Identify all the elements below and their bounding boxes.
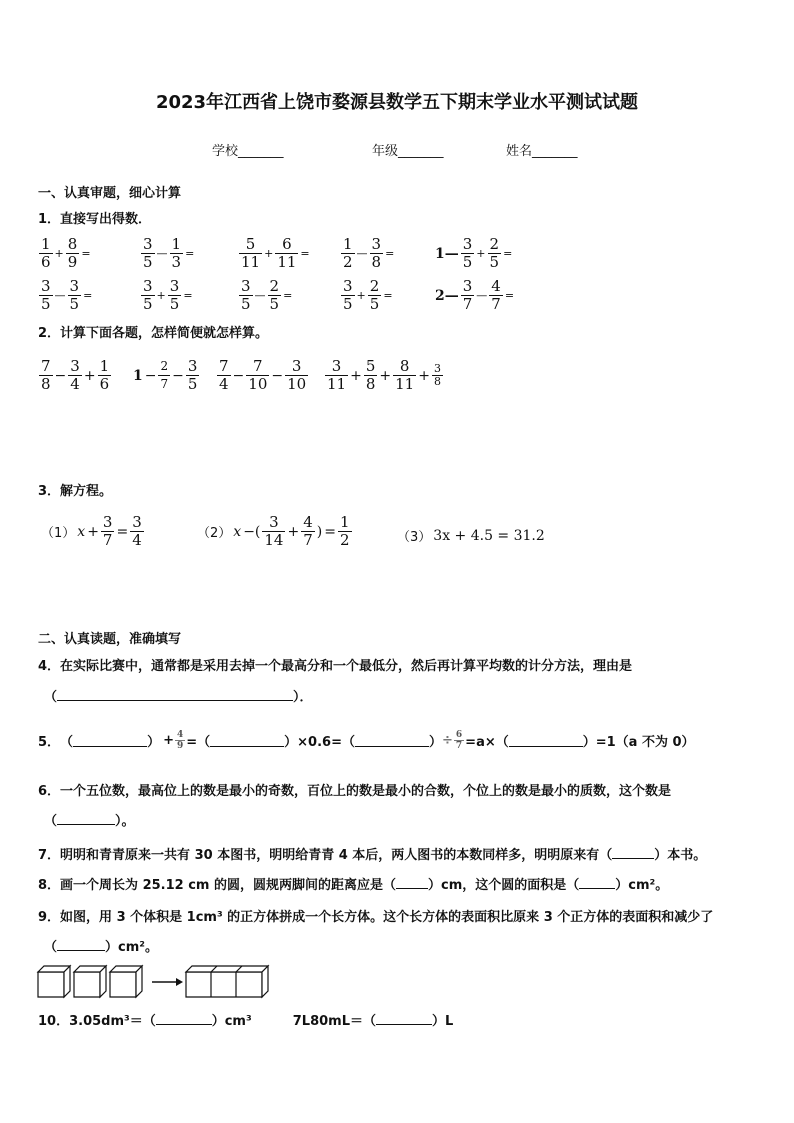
- q1-item: [238, 236, 311, 271]
- denominator: 5: [343, 295, 353, 313]
- q2-expression-1: [38, 358, 112, 393]
- equals: =: [504, 289, 515, 302]
- equation-number: （2）: [197, 526, 232, 541]
- open-paren: （: [44, 940, 58, 955]
- numerator: 5: [365, 357, 376, 375]
- denominator: 10: [248, 375, 268, 393]
- answer-blank[interactable]: [612, 846, 654, 859]
- numerator: 6: [455, 730, 463, 740]
- numerator: 2: [160, 359, 169, 373]
- question-tail: ）本书。: [654, 848, 707, 863]
- fraction: [489, 278, 503, 313]
- q1-item: [140, 236, 195, 271]
- question-number: 5．: [38, 735, 61, 750]
- numerator: 3: [462, 235, 473, 253]
- numerator: 8: [399, 357, 410, 375]
- denominator: 8: [433, 375, 441, 388]
- numerator: 3: [462, 277, 473, 295]
- q1-item: [38, 278, 93, 313]
- school-field: 学校_______: [212, 144, 284, 159]
- equation-number: （3）: [397, 530, 432, 545]
- close-paren: ）cm²。: [105, 940, 158, 955]
- equals: =: [385, 247, 395, 260]
- denominator: 2: [343, 253, 353, 271]
- numerator: 3: [343, 277, 353, 295]
- q2-expression-4: [324, 358, 444, 393]
- numerator: 2: [269, 277, 280, 295]
- section2-heading: 二、认真读题，准确填写: [38, 632, 182, 647]
- fraction: [275, 236, 298, 271]
- q1-item: [38, 236, 92, 271]
- numerator: 3: [102, 513, 113, 531]
- operator: +: [476, 247, 486, 260]
- cube-front: [74, 972, 100, 997]
- denominator: 7: [102, 531, 113, 549]
- operator: —: [356, 247, 368, 260]
- fraction: [341, 278, 355, 313]
- denominator: 4: [132, 531, 142, 549]
- numerator: 3: [371, 235, 382, 253]
- question-mid: ）cm，这个圆的面积是（: [428, 878, 580, 893]
- grade-field: 年级_______: [372, 144, 444, 159]
- numerator: 3: [132, 513, 142, 531]
- cube-side: [100, 966, 106, 997]
- numerator: 3: [41, 277, 51, 295]
- equals: =: [116, 523, 129, 540]
- q7: [38, 844, 706, 863]
- close-paren: ）: [428, 735, 442, 750]
- numerator: 1: [99, 357, 110, 375]
- numerator: 3: [291, 357, 302, 375]
- operator: +: [379, 367, 392, 384]
- close-text: ）=1（a 不为 0）: [582, 735, 695, 750]
- question-tail: ）cm²。: [615, 878, 669, 893]
- operator: —: [254, 289, 266, 302]
- operator: +: [287, 523, 300, 540]
- denominator: 6: [99, 375, 110, 393]
- name-field: 姓名_______: [506, 144, 578, 159]
- numerator: 3: [433, 362, 441, 375]
- numerator: 2: [369, 277, 380, 295]
- answer-blank[interactable]: [509, 734, 583, 747]
- operator: −(: [243, 523, 261, 540]
- fraction: [141, 236, 155, 271]
- q1-item: [238, 278, 293, 313]
- denominator: 5: [41, 295, 51, 313]
- q3-label: 3．解方程。: [38, 484, 113, 499]
- q8: [38, 874, 668, 893]
- denominator: 7: [303, 531, 313, 549]
- equation-text: 3x + 4.5 = 31.2: [433, 527, 545, 544]
- operator: −: [172, 367, 184, 384]
- q1-label: 1．直接写出得数．: [38, 212, 152, 227]
- arrow-icon: [152, 978, 183, 986]
- denominator: 10: [287, 375, 307, 393]
- q1-item: [434, 236, 513, 271]
- question-a-tail: ）cm³: [211, 1014, 252, 1029]
- equals: =: [183, 289, 193, 302]
- fraction: [168, 278, 182, 313]
- denominator: 5: [169, 295, 180, 313]
- q2-expression-3: [216, 358, 309, 393]
- variable: x: [233, 523, 242, 540]
- operator: —: [476, 289, 488, 302]
- cuboid-side: [262, 966, 268, 997]
- fraction: [39, 236, 53, 271]
- question-a: 10．3.05dm³＝（: [38, 1014, 156, 1029]
- close-paren: ）。: [115, 814, 135, 829]
- open-paren: （: [44, 690, 58, 705]
- question-text: 8．画一个周长为 25.12 cm 的圆，圆规两脚间的距离应是（: [38, 878, 396, 893]
- denominator: 5: [462, 253, 473, 271]
- operator: −: [144, 367, 157, 384]
- q3-equation-3: [396, 526, 546, 545]
- q6-line2: [44, 810, 135, 829]
- answer-blank[interactable]: [57, 688, 293, 701]
- q1-item: [434, 278, 515, 313]
- answer-blank[interactable]: [355, 734, 429, 747]
- operator: +: [356, 289, 366, 302]
- cube-side: [136, 966, 142, 997]
- equals: =: [383, 289, 393, 302]
- operator: +: [54, 247, 64, 260]
- denominator: 11: [327, 375, 347, 393]
- q4-line1: 4．在实际比赛中，通常都是采用去掉一个最高分和一个最低分，然后再计算平均数的计分方法，理由是: [38, 659, 633, 674]
- operator: —: [156, 247, 168, 260]
- q1-item: [140, 278, 194, 313]
- numerator: 1: [339, 513, 350, 531]
- numerator: 8: [67, 235, 78, 253]
- q9-line2: [44, 936, 158, 955]
- denominator: 6: [41, 253, 51, 271]
- cuboid-front: [186, 972, 262, 997]
- numerator: 3: [331, 357, 342, 375]
- operator: +: [264, 247, 274, 260]
- denominator: 5: [69, 295, 80, 313]
- answer-blank[interactable]: [73, 734, 147, 747]
- operator: +: [156, 289, 166, 302]
- q2-label: 2．计算下面各题，怎样简便就怎样算。: [38, 326, 269, 341]
- cuboid-top: [186, 966, 268, 972]
- q9-line1: 9．如图，用 3 个体积是 1cm³ 的正方体拼成一个长方体。这个长方体的表面积比原来 3 个正方体的表面积和减少了: [38, 910, 714, 925]
- denominator: 14: [264, 531, 284, 549]
- equals-paren: =（: [186, 735, 211, 750]
- close-paren: ）: [147, 735, 161, 750]
- numerator: 1: [343, 235, 353, 253]
- times-a-text: =a×（: [465, 735, 509, 750]
- q3-equation-2: [196, 514, 353, 549]
- cube-front: [110, 972, 136, 997]
- equals: =: [300, 247, 310, 260]
- fraction: [68, 278, 82, 313]
- numerator: 1: [171, 235, 182, 253]
- answer-blank[interactable]: [579, 876, 615, 889]
- denominator: 4: [70, 375, 80, 393]
- numerator: 7: [41, 357, 51, 375]
- operator: ÷: [442, 733, 453, 748]
- fraction: [341, 236, 355, 271]
- q4-line2: [44, 686, 313, 705]
- operator: —: [54, 289, 66, 302]
- numerator: 3: [143, 235, 153, 253]
- equals: =: [185, 247, 195, 260]
- numerator: 4: [491, 277, 501, 295]
- operator: +: [163, 733, 174, 748]
- cube-side: [64, 966, 70, 997]
- denominator: 11: [395, 375, 415, 393]
- cube-front: [38, 972, 64, 997]
- operator: −: [54, 367, 67, 384]
- q3-equation-1: [40, 514, 145, 549]
- operator: +: [350, 367, 362, 384]
- fraction: [370, 236, 384, 271]
- equals: =: [503, 247, 513, 260]
- denominator: 5: [489, 253, 500, 271]
- fraction: [170, 236, 184, 271]
- fraction: [141, 278, 155, 313]
- numerator: 3: [169, 277, 180, 295]
- close-paren: ）．: [293, 690, 313, 705]
- answer-blank[interactable]: [156, 1012, 212, 1025]
- denominator: 5: [143, 295, 153, 313]
- denominator: 11: [277, 253, 297, 271]
- operator: +: [83, 367, 96, 384]
- answer-blank[interactable]: [57, 938, 105, 951]
- answer-blank[interactable]: [210, 734, 284, 747]
- denominator: 4: [219, 375, 229, 393]
- denominator: 11: [241, 253, 261, 271]
- denominator: 5: [187, 375, 198, 393]
- denominator: 9: [176, 741, 184, 751]
- fraction: [239, 278, 253, 313]
- leading-term: 1—: [435, 245, 459, 262]
- answer-blank[interactable]: [57, 812, 115, 825]
- q6-line1: 6．一个五位数，最高位上的数是最小的奇数，百位上的数是最小的合数，个位上的数是最小的质数，这个数是: [38, 784, 672, 799]
- page-title: 2023年江西省上饶市婺源县数学五下期末学业水平测试试题: [155, 92, 639, 113]
- answer-blank[interactable]: [376, 1012, 432, 1025]
- numerator: 2: [489, 235, 500, 253]
- variable: x: [77, 523, 86, 540]
- open-paren: （: [60, 735, 74, 750]
- q1-item: [340, 236, 395, 271]
- numerator: 3: [69, 277, 80, 295]
- cubes-figure: [36, 962, 276, 1000]
- denominator: 8: [365, 375, 376, 393]
- q10: [38, 1010, 453, 1029]
- denominator: 5: [269, 295, 280, 313]
- numerator: 6: [282, 235, 292, 253]
- fraction: [488, 236, 502, 271]
- fraction: [66, 236, 80, 271]
- equals: =: [324, 523, 336, 540]
- times-text: ）×0.6=（: [284, 735, 355, 750]
- leading-number: 1: [133, 367, 143, 384]
- close-paren: ): [316, 523, 323, 540]
- open-paren: （: [44, 814, 58, 829]
- numerator: 3: [143, 277, 153, 295]
- operator: −: [232, 367, 245, 384]
- numerator: 4: [176, 730, 184, 740]
- denominator: 7: [462, 295, 473, 313]
- q5: [38, 730, 695, 751]
- denominator: 7: [455, 741, 463, 751]
- numerator: 3: [241, 277, 251, 295]
- section1-heading: 一、认真审题，细心计算: [38, 186, 182, 201]
- denominator: 2: [339, 531, 350, 549]
- q1-item: [340, 278, 394, 313]
- denominator: 7: [160, 377, 169, 391]
- fraction: [268, 278, 282, 313]
- numerator: 1: [41, 235, 51, 253]
- fraction: [39, 278, 53, 313]
- leading-term: 2—: [435, 287, 459, 304]
- numerator: 3: [187, 357, 198, 375]
- denominator: 9: [67, 253, 78, 271]
- numerator: 7: [219, 357, 229, 375]
- denominator: 7: [491, 295, 501, 313]
- denominator: 8: [371, 253, 382, 271]
- operator: +: [87, 523, 99, 540]
- numerator: 4: [303, 513, 313, 531]
- fraction: [368, 278, 382, 313]
- equals: =: [283, 289, 293, 302]
- numerator: 5: [245, 235, 256, 253]
- q2-expression-2: [132, 358, 200, 393]
- denominator: 5: [369, 295, 380, 313]
- denominator: 5: [143, 253, 153, 271]
- denominator: 8: [41, 375, 51, 393]
- question-b: 7L80mL＝（: [292, 1014, 376, 1029]
- fraction: [461, 236, 475, 271]
- equals: =: [83, 289, 93, 302]
- numerator: 7: [253, 357, 263, 375]
- equation-number: （1）: [41, 526, 76, 541]
- fraction: [239, 236, 262, 271]
- question-text: 7．明明和青青原来一共有 30 本图书，明明给青青 4 本后，两人图书的本数同样多，明明原来有（: [38, 848, 613, 863]
- question-b-tail: ）L: [431, 1014, 454, 1029]
- answer-blank[interactable]: [396, 876, 428, 889]
- denominator: 5: [241, 295, 251, 313]
- operator: −: [271, 367, 284, 384]
- denominator: 3: [171, 253, 182, 271]
- equals: =: [81, 247, 91, 260]
- numerator: 3: [70, 357, 80, 375]
- operator: +: [418, 367, 430, 384]
- fraction: [461, 278, 475, 313]
- numerator: 3: [269, 513, 279, 531]
